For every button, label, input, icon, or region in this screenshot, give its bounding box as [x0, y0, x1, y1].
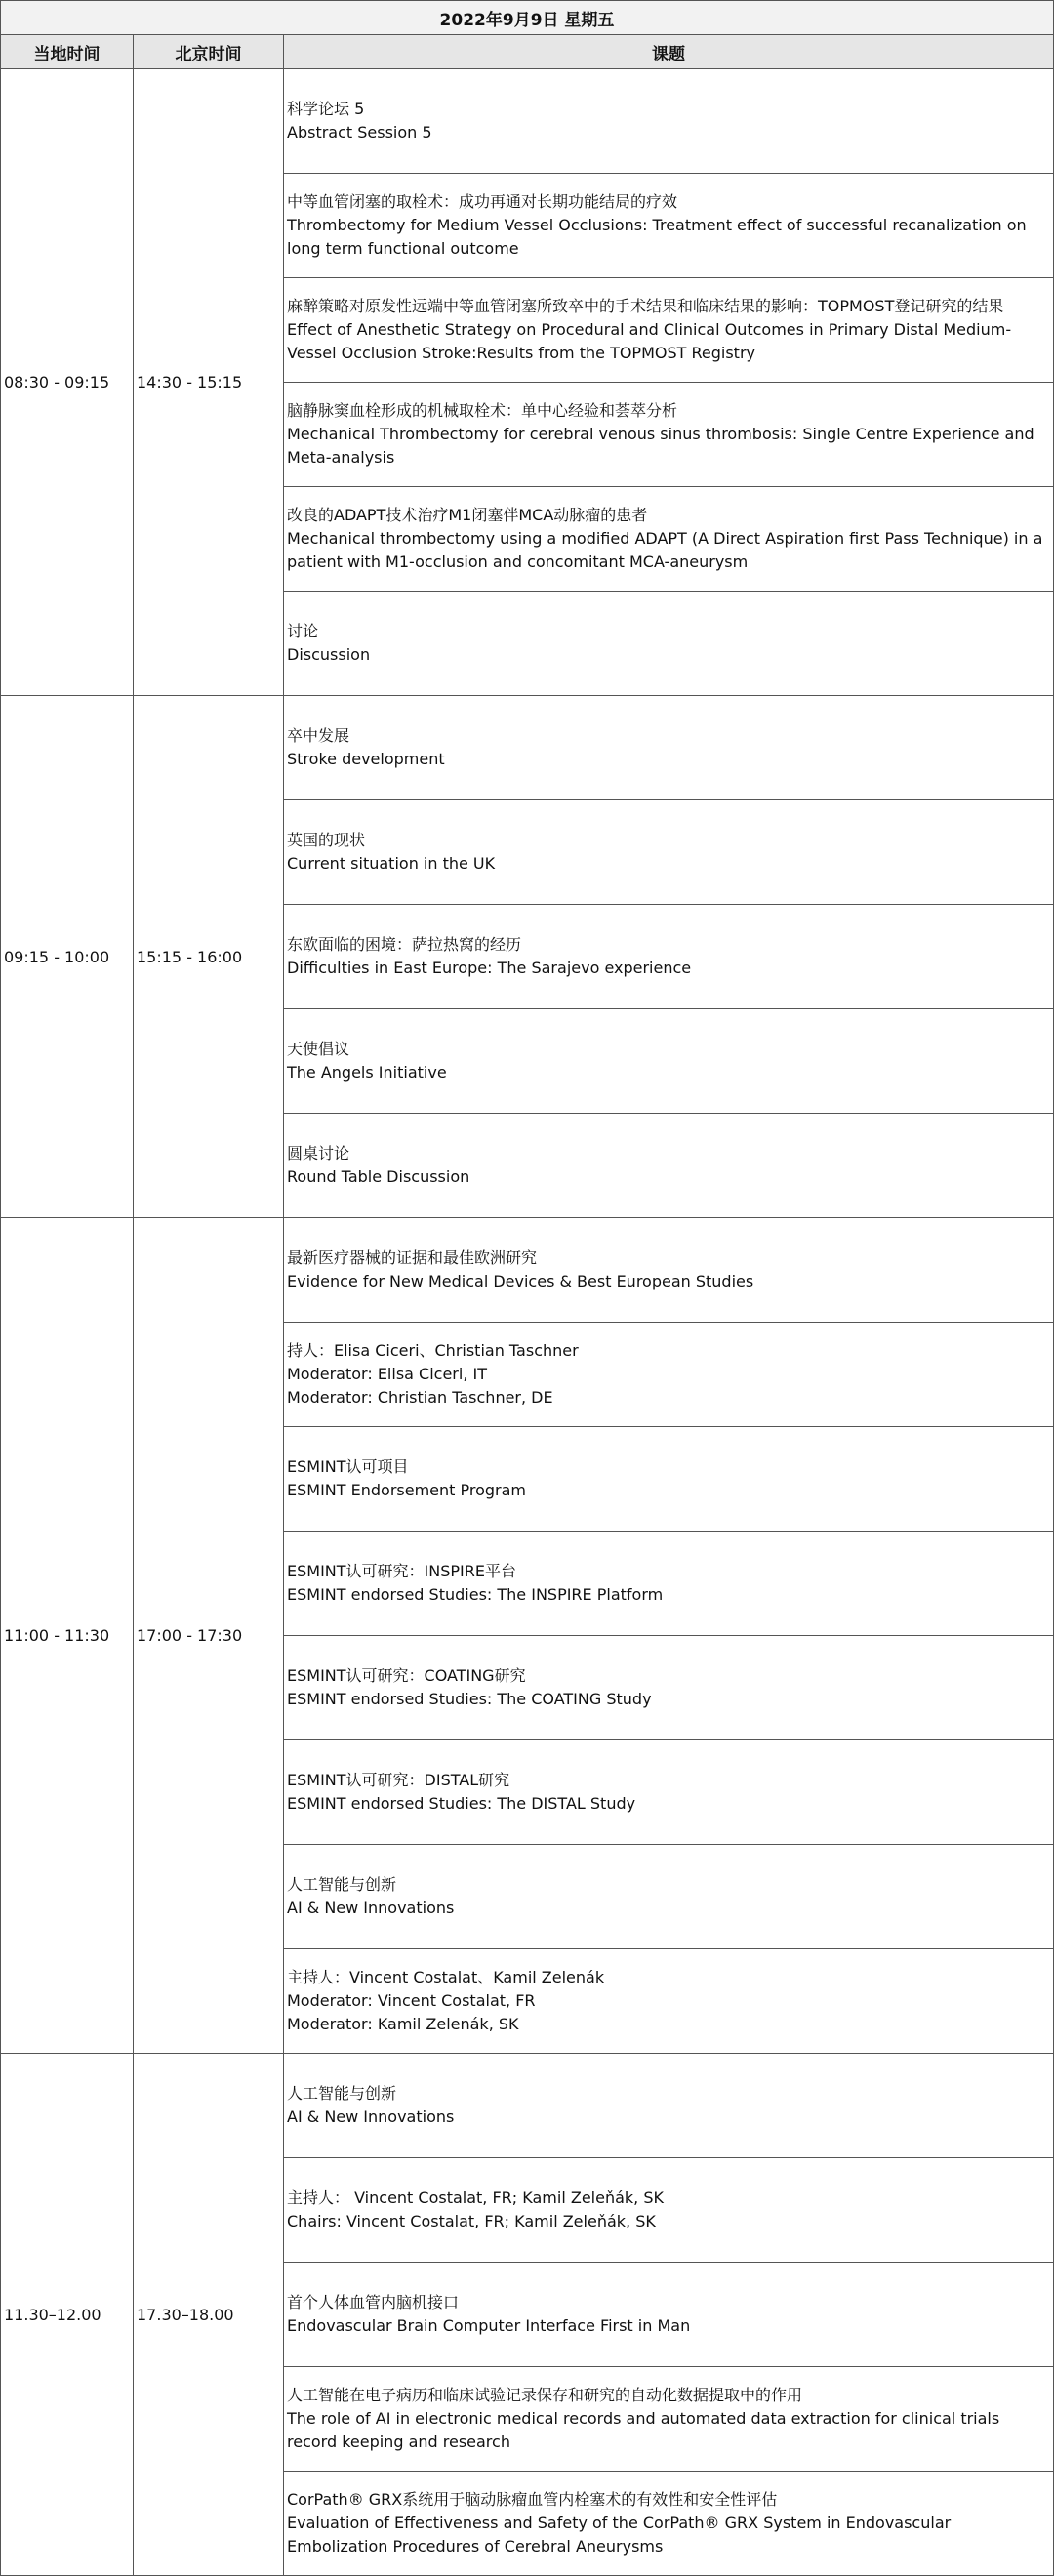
topic-line: The Angels Initiative: [287, 1063, 447, 1082]
topic-title: 东欧面临的困境：萨拉热窝的经历: [287, 935, 522, 954]
topic-line: Endovascular Brain Computer Interface First in Man: [287, 2316, 691, 2335]
topic-title: 最新医疗器械的证据和最佳欧洲研究: [287, 1248, 538, 1267]
topic-title: 天使倡议: [287, 1040, 350, 1058]
table-title: 2022年9月9日 星期五: [1, 1, 1054, 35]
topic-cell: [284, 1114, 1054, 1218]
topic-line: Discussion: [287, 645, 371, 664]
table-row: [1, 696, 1054, 800]
topic-title: 中等血管闭塞的取栓术：成功再通对长期功能结局的疗效: [287, 192, 678, 211]
topic-title: 脑静脉窦血栓形成的机械取栓术：单中心经验和荟萃分析: [287, 401, 678, 420]
topic-cell: [284, 1949, 1054, 2054]
topic-line: Round Table Discussion: [287, 1167, 470, 1186]
topic-line: Evaluation of Effectiveness and Safety of the CorPath® GRX System in Endovascular Embolization Procedures of Cerebral Aneurysms: [287, 2514, 952, 2556]
topic-line: Current situation in the UK: [287, 854, 496, 873]
local-time-cell: 08:30 - 09:15: [1, 69, 134, 696]
topic-title: ESMINT认可研究：COATING研究: [287, 1666, 526, 1685]
header-row: [1, 35, 1054, 69]
topic-cell: [284, 1218, 1054, 1323]
topic-line: Thrombectomy for Medium Vessel Occlusions: Treatment effect of successful recanalization on long term functional outcome: [287, 216, 1027, 258]
topic-cell: [284, 1845, 1054, 1949]
topic-cell: [284, 487, 1054, 592]
beijing-time-cell: 17.30–18.00: [134, 2054, 284, 2576]
topic-line: Mechanical Thrombectomy for cerebral venous sinus thrombosis: Single Centre Experience and Meta-analysis: [287, 425, 1034, 467]
topic-title: 首个人体血管内脑机接口: [287, 2293, 460, 2311]
topic-line: Chairs: Vincent Costalat, FR; Kamil Zeleňák, SK: [287, 2212, 656, 2230]
topic-line: AI & New Innovations: [287, 1899, 455, 1917]
topic-title: 持人：Elisa Ciceri、Christian Taschner: [287, 1341, 579, 1360]
topic-title: 卒中发展: [287, 726, 350, 745]
topic-title: 麻醉策略对原发性远端中等血管闭塞所致卒中的手术结果和临床结果的影响：TOPMOST登记研究的结果: [287, 297, 1004, 315]
topic-line: AI & New Innovations: [287, 2107, 455, 2126]
beijing-time-cell: 15:15 - 16:00: [134, 696, 284, 1218]
table-row: [1, 2054, 1054, 2158]
topic-cell: [284, 800, 1054, 905]
topic-cell: [284, 383, 1054, 487]
header-local-time: 当地时间: [1, 35, 134, 69]
topic-title: 主持人： Vincent Costalat, FR; Kamil Zeleňák, SK: [287, 2188, 664, 2207]
topic-title: 人工智能与创新: [287, 1875, 397, 1894]
local-time-cell: 11.30–12.00: [1, 2054, 134, 2576]
topic-line: Moderator: Elisa Ciceri, IT: [287, 1365, 487, 1383]
topic-title: 改良的ADAPT技术治疗M1闭塞伴MCA动脉瘤的患者: [287, 506, 648, 524]
topic-cell: [284, 2472, 1054, 2576]
topic-line: Effect of Anesthetic Strategy on Procedural and Clinical Outcomes in Primary Distal Medium-Vessel Occlusion Stroke:Results from the TOPMOST Registry: [287, 320, 1012, 362]
topic-cell: [284, 1740, 1054, 1845]
topic-cell: [284, 2054, 1054, 2158]
topic-cell: [284, 278, 1054, 383]
beijing-time-cell: 14:30 - 15:15: [134, 69, 284, 696]
topic-line: Moderator: Christian Taschner, DE: [287, 1388, 553, 1407]
topic-cell: [284, 905, 1054, 1009]
topic-title: 讨论: [287, 622, 319, 640]
topic-cell: [284, 1009, 1054, 1114]
topic-title: CorPath® GRX系统用于脑动脉瘤血管内栓塞术的有效性和安全性评估: [287, 2490, 778, 2509]
topic-title: 科学论坛 5: [287, 100, 365, 118]
topic-title: ESMINT认可研究：INSPIRE平台: [287, 1562, 516, 1580]
header-topic: 课题: [284, 35, 1054, 69]
topic-title: 圆桌讨论: [287, 1144, 350, 1163]
topic-line: Difficulties in East Europe: The Sarajevo experience: [287, 959, 692, 977]
topic-line: ESMINT endorsed Studies: The COATING Study: [287, 1690, 652, 1708]
topic-title: 人工智能与创新: [287, 2084, 397, 2103]
topic-cell: [284, 1636, 1054, 1740]
topic-line: ESMINT endorsed Studies: The INSPIRE Platform: [287, 1585, 664, 1604]
local-time-cell: 11:00 - 11:30: [1, 1218, 134, 2054]
topic-cell: [284, 174, 1054, 278]
topic-line: Moderator: Kamil Zelenák, SK: [287, 2015, 519, 2033]
topic-title: ESMINT认可研究：DISTAL研究: [287, 1771, 510, 1789]
header-beijing-time: 北京时间: [134, 35, 284, 69]
topic-cell: [284, 1323, 1054, 1427]
topic-cell: [284, 69, 1054, 174]
topic-cell: [284, 592, 1054, 696]
topic-cell: [284, 2367, 1054, 2472]
topic-line: ESMINT Endorsement Program: [287, 1481, 527, 1499]
topic-title: 人工智能在电子病历和临床试验记录保存和研究的自动化数据提取中的作用: [287, 2386, 803, 2404]
topic-line: Abstract Session 5: [287, 123, 432, 142]
topic-line: The role of AI in electronic medical records and automated data extraction for clinical trials record keeping and research: [287, 2409, 1000, 2451]
topic-line: ESMINT endorsed Studies: The DISTAL Study: [287, 1794, 636, 1813]
topic-title: ESMINT认可项目: [287, 1457, 409, 1476]
local-time-cell: 09:15 - 10:00: [1, 696, 134, 1218]
topic-line: Moderator: Vincent Costalat, FR: [287, 1991, 536, 2010]
topic-line: Stroke development: [287, 750, 445, 768]
topic-cell: [284, 2158, 1054, 2263]
topic-title: 主持人：Vincent Costalat、Kamil Zelenák: [287, 1968, 605, 1986]
table-row: [1, 69, 1054, 174]
topic-cell: [284, 696, 1054, 800]
topic-line: Mechanical thrombectomy using a modified ADAPT (A Direct Aspiration first Pass Technique) in a patient with M1-occlusion and concomitant MCA-aneurysm: [287, 529, 1043, 571]
table-row: [1, 1218, 1054, 1323]
topic-title: 英国的现状: [287, 831, 366, 849]
beijing-time-cell: 17:00 - 17:30: [134, 1218, 284, 2054]
topic-line: Evidence for New Medical Devices & Best European Studies: [287, 1272, 754, 1290]
topic-cell: [284, 2263, 1054, 2367]
table-title-row: [1, 1, 1054, 35]
topic-cell: [284, 1532, 1054, 1636]
topic-cell: [284, 1427, 1054, 1532]
